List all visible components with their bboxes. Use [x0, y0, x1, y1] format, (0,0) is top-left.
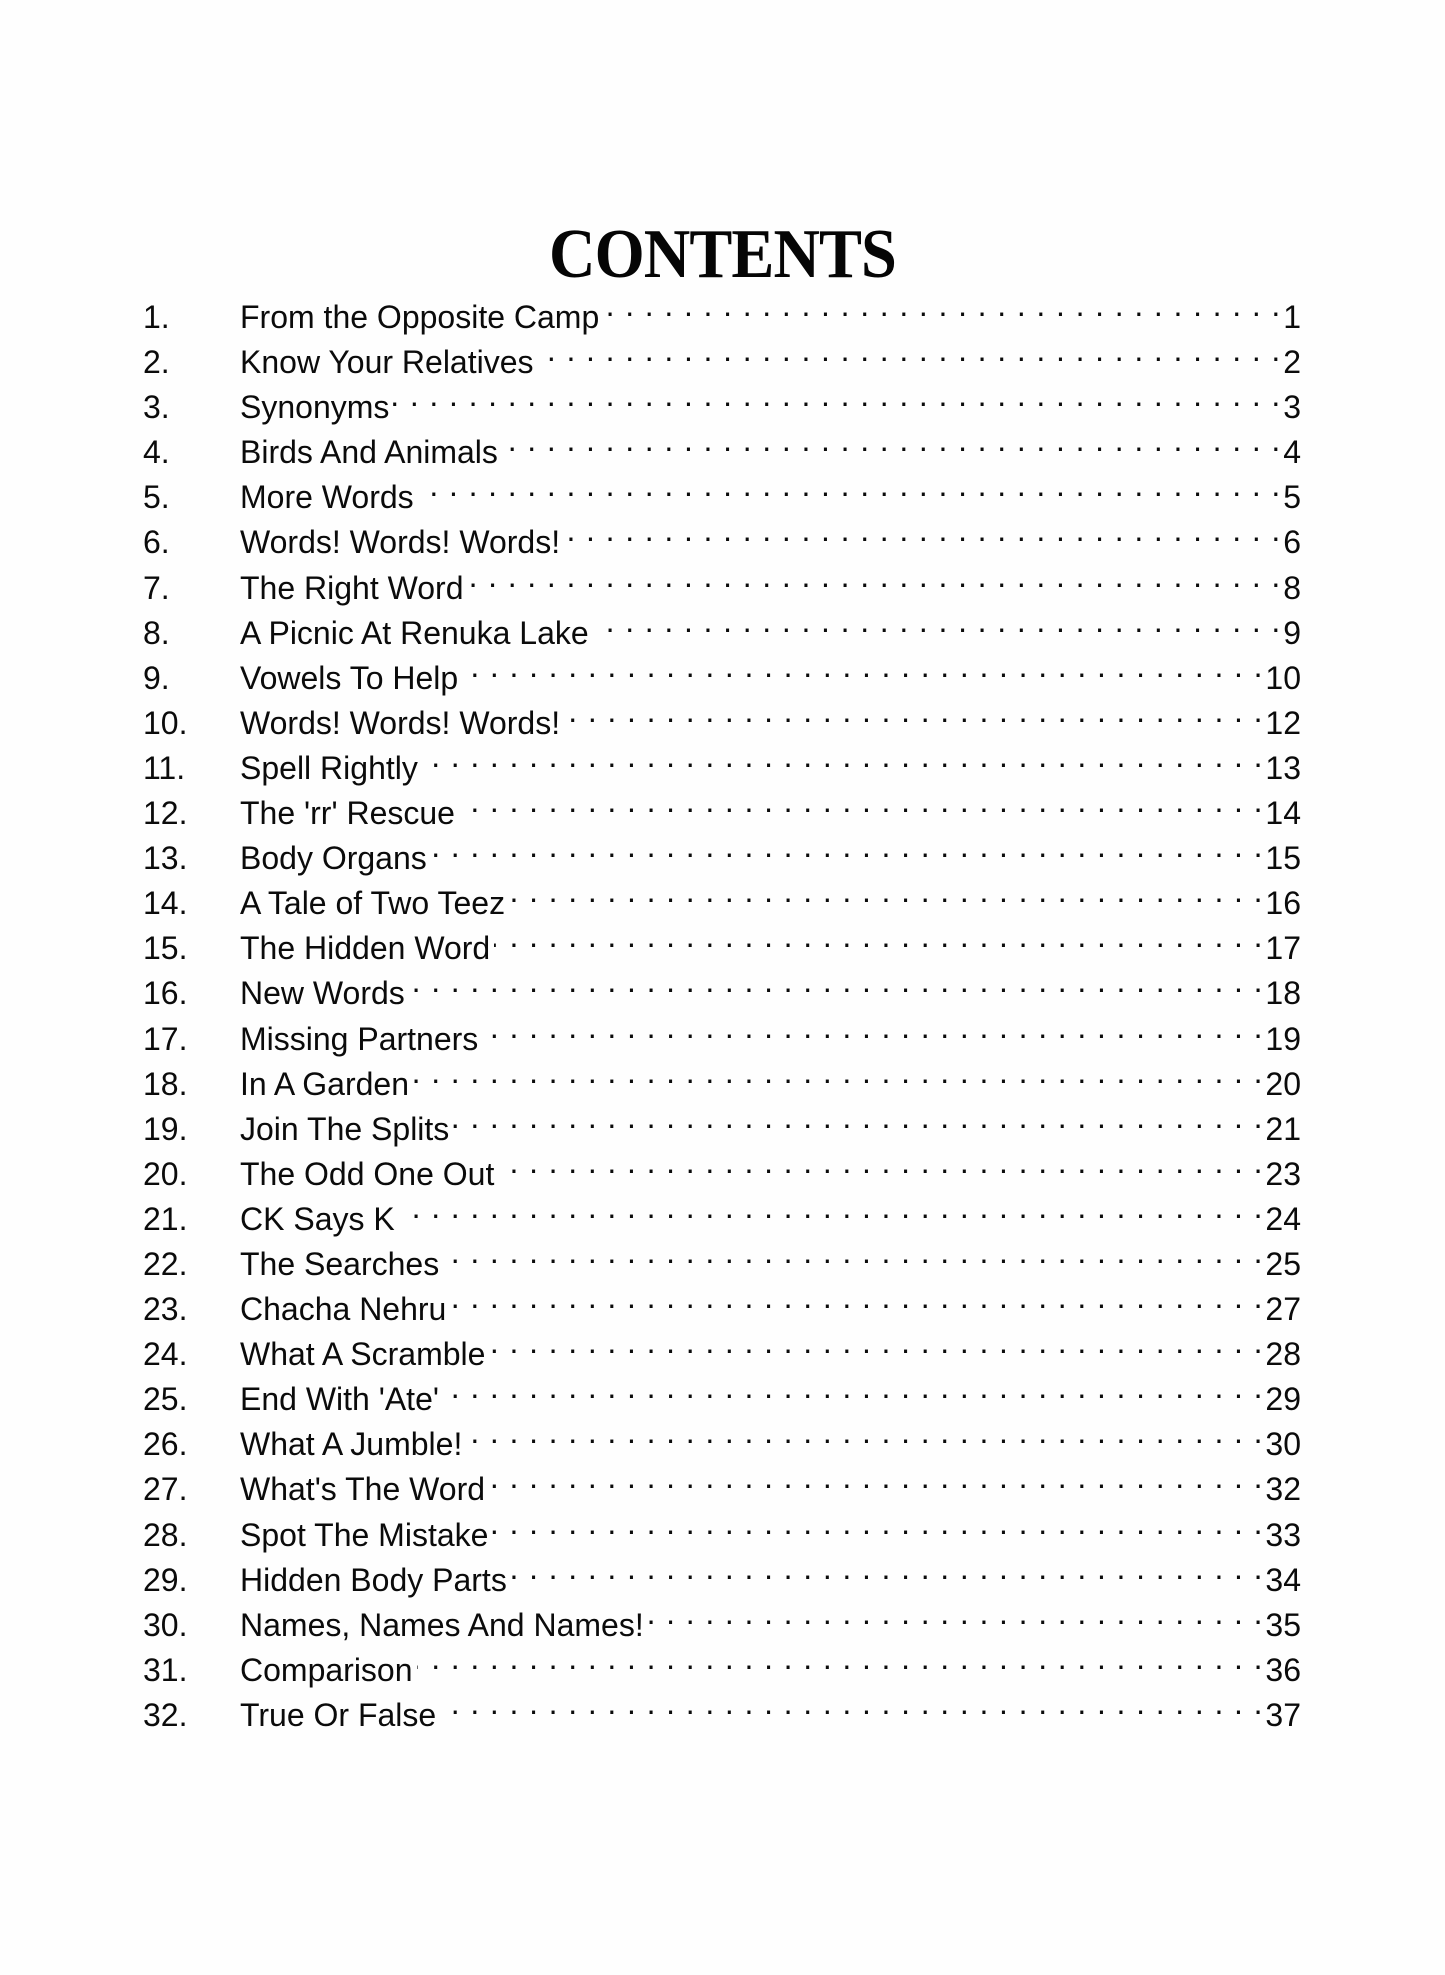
toc-entry-page-number: 5 [1283, 479, 1301, 516]
dot-leader [399, 1185, 1264, 1230]
toc-entry-number: 22. [143, 1245, 188, 1282]
toc-entry-title: Join The Splits [240, 1110, 450, 1147]
dot-leader [413, 1050, 1263, 1095]
toc-entry-page-number: 36 [1265, 1651, 1301, 1688]
toc-entry-title: Comparison [240, 1651, 413, 1688]
toc-entry-number: 4. [143, 434, 170, 471]
toc-entry-page-number: 15 [1265, 840, 1301, 877]
dot-leader [489, 1455, 1263, 1500]
dot-leader [459, 779, 1263, 824]
toc-entry-number: 32. [143, 1696, 188, 1733]
toc-entry-title: New Words [240, 975, 405, 1012]
toc-entry-number: 6. [143, 524, 170, 561]
toc-entry-title: What's The Word [240, 1471, 486, 1508]
toc-entry-title: Vowels To Help [240, 659, 459, 696]
toc-entry-number: 15. [143, 930, 188, 967]
toc-entry-title: Spot The Mistake [240, 1516, 489, 1553]
toc-entry-number: 30. [143, 1606, 188, 1643]
dot-leader [453, 1095, 1263, 1140]
dot-leader [593, 599, 1282, 644]
toc-entry-page-number: 35 [1265, 1606, 1301, 1643]
toc-entry-page-number: 12 [1265, 704, 1301, 741]
toc-entry-number: 16. [143, 975, 188, 1012]
toc-entry-title: A Picnic At Renuka Lake [240, 614, 589, 651]
toc-entry-title: What A Scramble [240, 1336, 486, 1373]
toc-entry-page-number: 25 [1265, 1245, 1301, 1282]
toc-entry-title: Birds And Animals [240, 434, 498, 471]
toc-entry-number: 29. [143, 1561, 188, 1598]
toc-entry-page-number: 16 [1265, 885, 1301, 922]
toc-entry-number: 25. [143, 1381, 188, 1418]
toc-entry-page-number: 13 [1265, 749, 1301, 786]
toc-entry-title: The Odd One Out [240, 1155, 495, 1192]
dot-leader [409, 959, 1264, 1004]
dot-leader [502, 418, 1281, 463]
toc-entry-page-number: 23 [1265, 1155, 1301, 1192]
toc-entry-page-number: 4 [1283, 434, 1301, 471]
toc-entry-title: Synonyms [240, 389, 390, 426]
toc-entry-page-number: 20 [1265, 1065, 1301, 1102]
toc-entry-page-number: 10 [1265, 659, 1301, 696]
toc-entry-title: More Words [240, 479, 414, 516]
toc-entry-title: Chacha Nehru [240, 1291, 447, 1328]
dot-leader [468, 554, 1282, 599]
dot-leader [443, 1365, 1263, 1410]
toc-entry-title: Hidden Body Parts [240, 1561, 507, 1598]
dot-leader [393, 373, 1281, 418]
toc-entry-number: 28. [143, 1516, 188, 1553]
toc-entry-page-number: 24 [1265, 1200, 1301, 1237]
toc-entry-page-number: 14 [1265, 795, 1301, 832]
page-title: CONTENTS [549, 215, 896, 293]
toc-entry-title: The Searches [240, 1245, 440, 1282]
toc-entry-page-number: 32 [1265, 1471, 1301, 1508]
toc-entry-title: The Hidden Word [240, 930, 491, 967]
toc-entry-number: 8. [143, 614, 170, 651]
toc-entry-page-number: 21 [1265, 1110, 1301, 1147]
dot-leader [482, 1005, 1263, 1050]
toc-entry-title: Names, Names And Names! [240, 1606, 644, 1643]
toc-entry-title: A Tale of Two Teez [240, 885, 506, 922]
toc-entry-number: 13. [143, 840, 188, 877]
toc-entry-page-number: 27 [1265, 1291, 1301, 1328]
toc-entry-title: Body Organs [240, 840, 427, 877]
dot-leader [494, 914, 1263, 959]
toc-entry-page-number: 6 [1283, 524, 1301, 561]
toc-entry-page-number: 8 [1283, 569, 1301, 606]
toc-entry-title: In A Garden [240, 1065, 410, 1102]
toc-entry-title: The Right Word [240, 569, 464, 606]
toc-entry-title: Know Your Relatives [240, 344, 534, 381]
toc-entry-number: 21. [143, 1200, 188, 1237]
toc-entry-number: 31. [143, 1651, 188, 1688]
toc-entry-number: 11. [143, 749, 186, 786]
dot-leader [443, 1230, 1263, 1275]
toc-entry-number: 1. [143, 299, 170, 335]
dot-leader [511, 1546, 1264, 1591]
toc-entry-title: From the Opposite Camp [240, 299, 600, 335]
toc-entry-title: What A Jumble! [240, 1426, 463, 1463]
toc-entry-page-number: 9 [1283, 614, 1301, 651]
toc-entry [143, 283, 1301, 335]
toc-entry-page-number: 17 [1265, 930, 1301, 967]
dot-leader [450, 1275, 1263, 1320]
toc-entry-page-number: 19 [1265, 1020, 1301, 1057]
toc-entry-title: CK Says K [240, 1200, 395, 1237]
dot-leader [440, 1681, 1263, 1726]
toc-entry-number: 9. [143, 659, 170, 696]
dot-leader [498, 1140, 1263, 1185]
toc-entry-title: Words! Words! Words! [240, 524, 561, 561]
toc-entry-page-number: 3 [1283, 389, 1301, 426]
toc-entry-title: Words! Words! Words! [240, 704, 561, 741]
toc-entry-title: True Or False [240, 1696, 437, 1733]
toc-entry-number: 3. [143, 389, 170, 426]
toc-entry-page-number: 33 [1265, 1516, 1301, 1553]
dot-leader [509, 869, 1263, 914]
toc-entry-number: 12. [143, 795, 188, 832]
dot-leader [492, 1501, 1263, 1546]
dot-leader [466, 1410, 1263, 1455]
toc-entry-page-number: 18 [1265, 975, 1301, 1012]
toc-entry-title: End With 'Ate' [240, 1381, 439, 1418]
toc-entry-page-number: 34 [1265, 1561, 1301, 1598]
dot-leader [422, 734, 1264, 779]
toc-entry-number: 24. [143, 1336, 188, 1373]
dot-leader [648, 1591, 1264, 1636]
dot-leader [431, 824, 1264, 869]
dot-leader [489, 1320, 1263, 1365]
toc-entry-title: Spell Rightly [240, 749, 418, 786]
toc-entry-number: 7. [143, 569, 170, 606]
toc-entry-number: 23. [143, 1291, 188, 1328]
toc-entry-page-number: 1 [1283, 299, 1301, 335]
toc-entry-title: Missing Partners [240, 1020, 479, 1057]
toc-entry-number: 19. [143, 1110, 188, 1147]
toc-entry-number: 20. [143, 1155, 188, 1192]
toc-entry-number: 10. [143, 704, 188, 741]
dot-leader [417, 1636, 1264, 1681]
dot-leader [564, 508, 1281, 553]
toc-entry-page-number: 37 [1265, 1696, 1301, 1733]
dot-leader [418, 463, 1282, 508]
dot-leader [538, 328, 1282, 373]
dot-leader [603, 283, 1281, 328]
toc-entry-number: 2. [143, 344, 170, 381]
toc-entry-number: 18. [143, 1065, 188, 1102]
toc-entry-number: 17. [143, 1020, 188, 1057]
toc-entry-page-number: 28 [1265, 1336, 1301, 1373]
toc-entry-page-number: 29 [1265, 1381, 1301, 1418]
toc-entry-page-number: 30 [1265, 1426, 1301, 1463]
toc-entry-number: 14. [143, 885, 188, 922]
table-of-contents [143, 283, 1301, 1733]
toc-entry-number: 26. [143, 1426, 188, 1463]
dot-leader [564, 689, 1263, 734]
toc-entry-page-number: 2 [1283, 344, 1301, 381]
toc-entry-number: 27. [143, 1471, 188, 1508]
toc-entry-title: The 'rr' Rescue [240, 795, 455, 832]
toc-entry-number: 5. [143, 479, 170, 516]
dot-leader [462, 644, 1263, 689]
